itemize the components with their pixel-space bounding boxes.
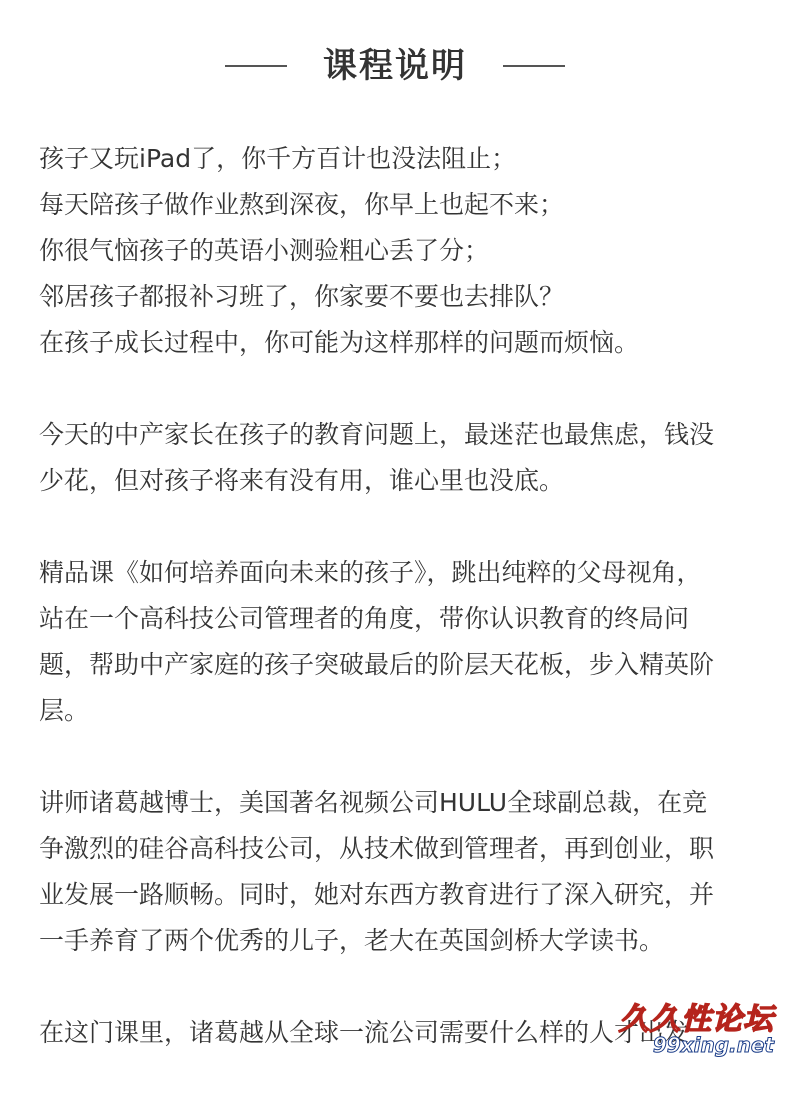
text-line: 今天的中产家长在孩子的教育问题上，最迷茫也最焦虑，钱没 [39, 420, 715, 449]
text-line: 少花，但对孩子将来有没有用，谁心里也没底。 [39, 466, 565, 495]
text-line: 站在一个高科技公司管理者的角度，带你认识教育的终局问 [39, 604, 690, 633]
paragraph-concerns [39, 136, 751, 366]
text-line: 业发展一路顺畅。同时，她对东西方教育进行了深入研究，并 [39, 880, 715, 909]
watermark-bottom-text: 99xing.net [652, 1033, 774, 1057]
text-line: 在这门课里，诸葛越从全球一流公司需要什么样的人才出发 [39, 1018, 690, 1047]
section-header [0, 40, 790, 92]
text-line: 精品课《如何培养面向未来的孩子》，跳出纯粹的父母视角， [39, 558, 702, 587]
text-line: 每天陪孩子做作业熬到深夜，你早上也起不来； [39, 190, 565, 219]
text-line: 你很气恼孩子的英语小测验粗心丢了分； [39, 236, 490, 265]
text-line: 题，帮助中产家庭的孩子突破最后的阶层天花板，步入精英阶 [39, 650, 715, 679]
text-line: 在孩子成长过程中，你可能为这样那样的问题而烦恼。 [39, 328, 640, 357]
text-line: 争激烈的硅谷高科技公司，从技术做到管理者，再到创业，职 [39, 834, 715, 863]
watermark-top-text: 久久性论坛 [619, 1002, 774, 1037]
text-line: 一手养育了两个优秀的儿子，老大在英国剑桥大学读书。 [39, 926, 665, 955]
text-line: 讲师诸葛越博士，美国著名视频公司HULU全球副总裁，在竞 [39, 788, 708, 817]
course-description [39, 136, 751, 1102]
text-line: 孩子又玩iPad了，你千方百计也没法阻止； [39, 144, 517, 173]
paragraph-parents [39, 412, 751, 504]
paragraph-course-content [39, 1010, 751, 1056]
header-left-line [225, 65, 287, 67]
text-line: 邻居孩子都报补习班了，你家要不要也去排队？ [39, 282, 565, 311]
header-right-line [503, 65, 565, 67]
text-line: 层。 [39, 696, 90, 725]
paragraph-instructor [39, 780, 751, 964]
paragraph-course [39, 550, 751, 734]
page-title: 课程说明 [323, 46, 467, 86]
